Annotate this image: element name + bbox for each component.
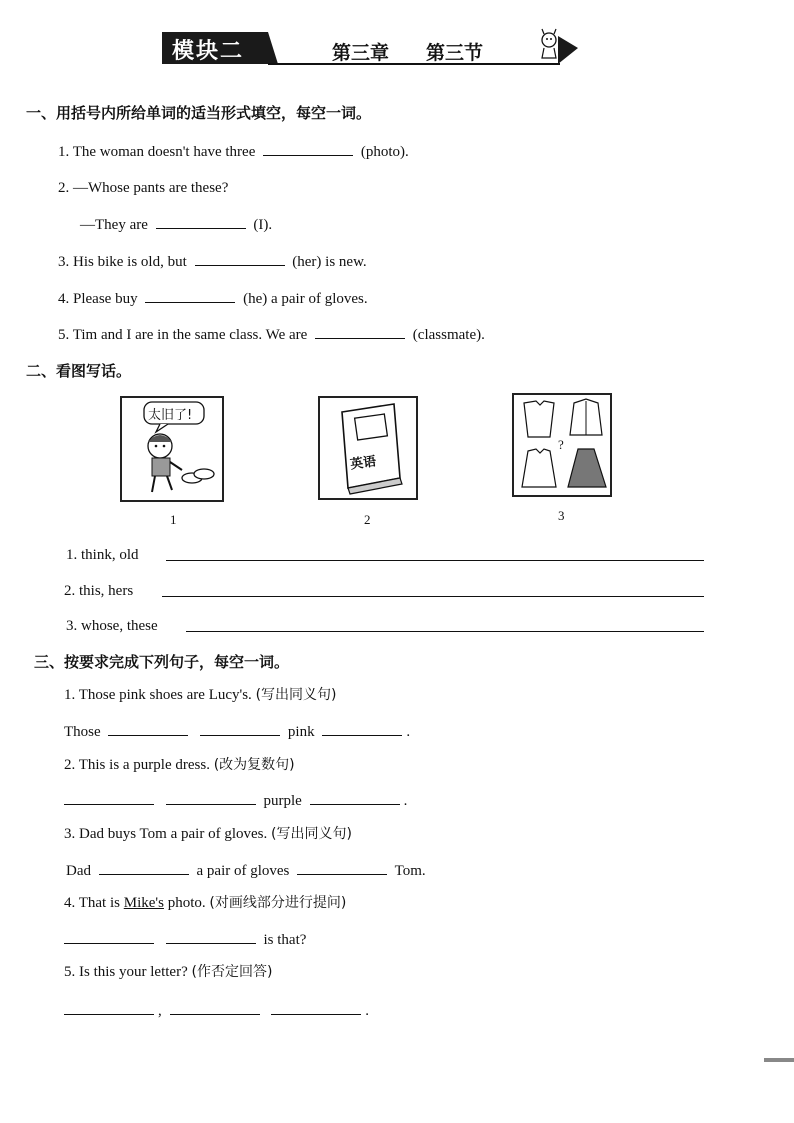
p3-q5-blank-1[interactable] — [64, 1000, 154, 1015]
p3-q1-answer-start: Those — [64, 724, 101, 740]
p2-question-2: 2. this, hers — [64, 583, 134, 599]
p3-q2-blank-3[interactable] — [310, 790, 400, 805]
question-mark: ? — [558, 437, 564, 452]
part3-title: 三、按要求完成下列句子，每空一词。 — [34, 653, 290, 671]
p3-q3-answer-start: Dad — [66, 863, 91, 879]
p3-q5-blank-3[interactable] — [271, 1000, 361, 1015]
speech-bubble-text: 太旧了! — [148, 408, 193, 423]
p3-question-5-answer — [60, 1000, 369, 1021]
p3-question-5 — [64, 962, 272, 982]
p3-q5-text: 5. Is this your letter? — [64, 964, 188, 980]
book-label: 英语 — [349, 454, 378, 473]
p3-q3-blank-1[interactable] — [99, 860, 189, 875]
p1-question-2-answer — [80, 214, 272, 235]
p3-q5-comma: , — [158, 1003, 162, 1019]
p3-q3-answer-mid: a pair of gloves — [196, 863, 290, 879]
section-label: 第三节 — [426, 42, 484, 64]
p3-q2-blank-2[interactable] — [166, 790, 256, 805]
p1-q2-answer-text: —They are — [80, 217, 148, 233]
p1-q4-blank[interactable] — [145, 288, 235, 303]
picture-1-number: 1 — [170, 512, 177, 527]
p3-question-2 — [64, 755, 295, 775]
part2-title: 二、看图写话。 — [26, 362, 132, 380]
p3-q4-underlined-word: Mike's — [123, 895, 164, 911]
p1-q3-text: 3. His bike is old, but — [58, 254, 187, 270]
p1-q2-text: 2. —Whose pants are these? — [58, 180, 229, 196]
p1-question-4 — [58, 288, 368, 309]
picture-2-book — [318, 396, 418, 500]
book-illustration — [320, 398, 416, 498]
p3-q1-blank-2[interactable] — [200, 721, 280, 736]
p1-q3-blank[interactable] — [195, 251, 285, 266]
p3-question-3 — [64, 824, 352, 844]
p1-q5-hint: (classmate). — [412, 327, 485, 343]
p3-question-3-answer — [66, 860, 426, 881]
p2-q1-answer-line[interactable] — [166, 560, 704, 561]
p1-q4-text: 4. Please buy — [58, 291, 138, 307]
picture-1-boy-shoes — [120, 396, 224, 502]
p1-q2-hint: (I). — [253, 217, 273, 233]
p2-question-1: 1. think, old — [66, 547, 139, 563]
p2-q2-answer-line[interactable] — [162, 596, 704, 597]
p3-q3-answer-end: Tom. — [394, 863, 426, 879]
p3-q1-blank-1[interactable] — [108, 721, 188, 736]
picture-3-clothes — [512, 393, 612, 497]
mascot-icon — [538, 26, 560, 62]
chapter-label: 第三章 — [332, 42, 390, 64]
p3-q1-answer-end: . — [406, 724, 411, 740]
p3-q5-answer-end: . — [365, 1003, 369, 1019]
p1-q2-blank[interactable] — [156, 214, 246, 229]
p3-question-1 — [64, 685, 337, 705]
p3-q1-text: 1. Those pink shoes are Lucy's. — [64, 687, 252, 703]
part1-title: 一、用括号内所给单词的适当形式填空，每空一词。 — [26, 104, 372, 122]
p3-q3-text: 3. Dad buys Tom a pair of gloves. — [64, 826, 268, 842]
p3-q2-text: 2. This is a purple dress. — [64, 757, 210, 773]
p3-q5-requirement: (作否定回答) — [191, 964, 273, 980]
p1-q1-text: 1. The woman doesn't have three — [58, 144, 256, 160]
p3-q4-text-pre: 4. That is — [64, 895, 124, 911]
p1-q4-hint: (he) a pair of gloves. — [243, 291, 368, 307]
p3-q4-blank-1[interactable] — [64, 929, 154, 944]
p3-question-4-answer — [60, 929, 306, 950]
picture-2-number: 2 — [364, 512, 371, 527]
p3-q2-blank-1[interactable] — [64, 790, 154, 805]
p3-q3-blank-2[interactable] — [297, 860, 387, 875]
picture-3-number: 3 — [558, 508, 565, 523]
p3-q2-answer-mid: purple — [263, 793, 302, 809]
p3-question-2-answer — [60, 790, 407, 811]
p1-question-1 — [58, 141, 409, 162]
p1-q5-text: 5. Tim and I are in the same class. We are — [58, 327, 308, 343]
p3-q1-requirement: (写出同义句) — [255, 687, 337, 703]
p3-q1-answer-mid: pink — [287, 724, 315, 740]
p3-q4-answer-end: is that? — [263, 932, 307, 948]
p1-q1-hint: (photo). — [360, 144, 409, 160]
p1-q1-blank[interactable] — [263, 141, 353, 156]
p3-q4-text-post: photo. — [163, 895, 206, 911]
p1-question-2 — [58, 178, 228, 198]
page-header — [160, 26, 580, 70]
p2-question-3: 3. whose, these — [66, 618, 158, 634]
p1-q5-blank[interactable] — [315, 324, 405, 339]
p1-question-5 — [58, 324, 485, 345]
p3-question-1-answer — [64, 721, 410, 742]
p3-q5-blank-2[interactable] — [170, 1000, 260, 1015]
p3-q4-requirement: (对画线部分进行提问) — [209, 895, 347, 911]
p3-question-4 — [64, 893, 346, 913]
p3-q1-blank-3[interactable] — [322, 721, 402, 736]
p3-q2-requirement: (改为复数句) — [213, 757, 295, 773]
p1-question-3 — [58, 251, 367, 272]
p3-q3-requirement: (写出同义句) — [270, 826, 352, 842]
page-edge-marker — [764, 1058, 794, 1062]
module-label: 模块二 — [172, 39, 245, 64]
p2-q3-answer-line[interactable] — [186, 631, 704, 632]
p3-q4-blank-2[interactable] — [166, 929, 256, 944]
p1-q3-hint: (her) is new. — [292, 254, 367, 270]
p3-q2-answer-end: . — [403, 793, 408, 809]
